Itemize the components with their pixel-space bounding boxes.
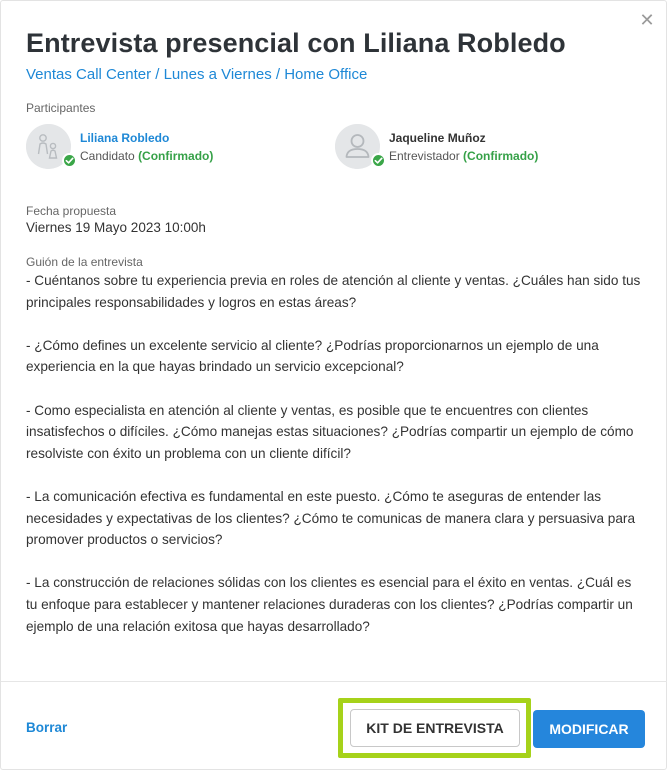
script-question: - Como especialista en atención al cliente y ventas, es posible que te encuentres con clientes insatisfechos o difíciles. ¿Cómo manejas estas situaciones? ¿Podrías compartir un ejemplo de cómo resolviste con éxito un problema con un cliente difícil? xyxy=(26,402,634,461)
status-confirmed: (Confirmado) xyxy=(138,149,214,163)
candidate-name-link[interactable]: Liliana Robledo xyxy=(80,131,170,145)
job-breadcrumb[interactable]: Ventas Call Center / Lunes a Viernes / Home Office xyxy=(26,66,368,83)
page-title: Entrevista presencial con Liliana Robledo xyxy=(26,28,566,58)
script-question: - ¿Cómo defines un excelente servicio al cliente? ¿Podrías proporcionarnos un ejemplo de una experiencia en la que hayas brindado un servicio excepcional? xyxy=(26,337,599,375)
confirmed-check-icon xyxy=(371,153,386,168)
modify-button[interactable]: MODIFICAR xyxy=(533,710,645,748)
participant-interviewer xyxy=(335,124,595,170)
date-value: Viernes 19 Mayo 2023 10:00h xyxy=(26,220,206,235)
role-label: Entrevistador xyxy=(389,149,460,163)
confirmed-check-icon xyxy=(62,153,77,168)
close-icon[interactable]: ✕ xyxy=(639,10,655,31)
status-confirmed: (Confirmado) xyxy=(463,149,539,163)
script-label: Guión de la entrevista xyxy=(26,255,143,269)
interview-kit-button[interactable]: KIT DE ENTREVISTA xyxy=(350,709,520,747)
candidate-role xyxy=(80,149,213,163)
script-question: - La construcción de relaciones sólidas con los clientes es esencial para el éxito en ventas. ¿Cuál es tu enfoque para establecer y mantener relaciones duraderas con los clientes? ¿Podrías compartir un ejemplo de una relación exitosa que hayas desarrollado? xyxy=(26,575,633,634)
interviewer-role xyxy=(389,149,538,163)
interviewer-name: Jaqueline Muñoz xyxy=(389,131,486,145)
script-question: - Cuéntanos sobre tu experiencia previa en roles de atención al cliente y ventas. ¿Cuáles han sido tus principales responsabilidades y logros en estas áreas? xyxy=(26,273,641,310)
footer-divider xyxy=(1,681,667,682)
script-question: - La comunicación efectiva es fundamental en este puesto. ¿Cómo te aseguras de entender las necesidades y expectativas de los clientes? ¿Cómo te comunicas de manera clara y persuasiva para promover productos o servicios? xyxy=(26,488,636,548)
role-label: Candidato xyxy=(80,149,135,163)
date-label: Fecha propuesta xyxy=(26,204,117,218)
delete-button[interactable]: Borrar xyxy=(26,720,68,735)
participant-candidate xyxy=(26,124,286,170)
interview-script xyxy=(26,270,641,659)
participants-label: Participantes xyxy=(26,101,96,115)
